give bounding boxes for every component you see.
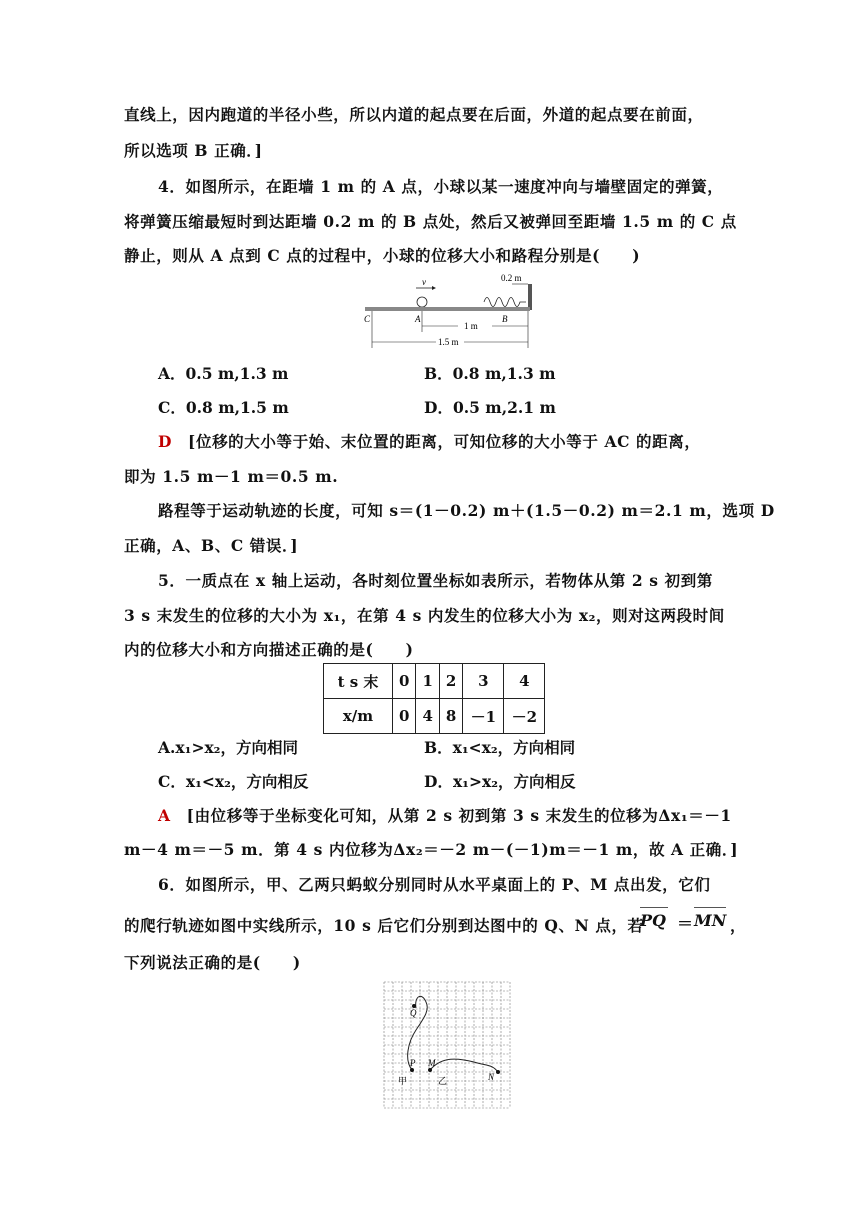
q5-table-cell: 1: [416, 664, 439, 699]
q5-table-cell: －2: [504, 699, 545, 734]
fig6-jia-label: 甲: [398, 1077, 408, 1087]
q5-answer-text-1: [由位移等于坐标变化可知，从第 2 s 初到第 3 s 末发生的位移为Δx₁＝－1: [186, 806, 732, 825]
fig6-q-label: Q: [410, 1008, 417, 1018]
q5-table-row-time: [324, 664, 545, 699]
q5-table-cell: 2: [439, 664, 462, 699]
q5-option-c: C．x₁<x₂，方向相反: [158, 772, 309, 791]
q6-comma: ，: [730, 916, 747, 935]
q5-option-d: D．x₁>x₂，方向相反: [424, 772, 576, 791]
q4-answer-line-4: 正确，A、B、C 错误．]: [124, 536, 299, 555]
q5-table-cell: 4: [416, 699, 439, 734]
q5-text-1: 5．一质点在 x 轴上运动，各时刻位置坐标如表所示，若物体从第 2 s 初到第: [158, 571, 713, 590]
q5-answer-line-2: m－4 m＝－5 m．第 4 s 内位移为Δx₂＝－2 m－(－1)m＝－1 m，故 A 正确．]: [124, 840, 739, 859]
q5-answer-line-1: [158, 804, 732, 826]
q4-option-a: A．0.5 m,1.3 m: [158, 364, 289, 383]
q5-option-a: A.x₁>x₂，方向相同: [158, 738, 298, 757]
q5-text-2: 3 s 末发生的位移的大小为 x₁，在第 4 s 内发生的位移大小为 x₂，则对这两段时间: [124, 606, 725, 625]
fig4-v-label: v: [422, 277, 426, 287]
q4-option-b: B．0.8 m,1.3 m: [424, 364, 556, 383]
q6-figure: [382, 980, 514, 1110]
fig6-p-label: P: [410, 1058, 416, 1068]
line-1: 直线上，因内跑道的半径小些，所以内道的起点要在后面，外道的起点要在前面，: [124, 105, 704, 124]
fig4-dist-02: 0.2 m: [501, 273, 522, 283]
q5-table-cell: 0: [393, 664, 416, 699]
q6-text-3: 下列说法正确的是( ): [124, 953, 301, 972]
p-point: [410, 1068, 414, 1072]
fig4-ball: [417, 297, 427, 307]
fig4-dist-15: 1.5 m: [438, 337, 459, 347]
q4-figure: [360, 270, 540, 350]
q4-answer-line-2: 即为 1.5 m－1 m＝0.5 m.: [124, 467, 339, 486]
fig6-yi-label: 乙: [438, 1077, 448, 1087]
q6-pq-bar: [640, 907, 668, 908]
q5-table-cell: 0: [393, 699, 416, 734]
m-point: [428, 1068, 432, 1072]
fig4-dist-1: 1 m: [464, 321, 478, 331]
fig4-wall: [528, 284, 532, 310]
q6-equals: ＝: [677, 914, 694, 933]
q5-option-b: B．x₁<x₂，方向相同: [424, 738, 576, 757]
q4-answer-line-3: 路程等于运动轨迹的长度，可知 s＝(1－0.2) m＋(1.5－0.2) m＝2.1 m，选项 D: [158, 501, 775, 520]
q4-text-3: 静止，则从 A 点到 C 点的过程中，小球的位移大小和路程分别是( ): [124, 246, 641, 265]
q5-text-3: 内的位移大小和方向描述正确的是( ): [124, 640, 414, 659]
fig4-c-label: C: [364, 314, 371, 324]
ant-yi-trajectory: [430, 1059, 498, 1072]
fig6-m-label: M: [428, 1058, 436, 1068]
n-point: [496, 1070, 500, 1074]
q4-answer-letter: D: [158, 432, 173, 451]
q4-option-c: C．0.8 m,1.5 m: [158, 398, 289, 417]
fig4-a-label: A: [415, 314, 421, 324]
q6-text-2: 的爬行轨迹如图中实线所示，10 s 后它们分别到达图中的 Q、N 点，若: [124, 916, 644, 935]
fig4-ground: [365, 307, 530, 311]
q5-table: [323, 663, 545, 734]
q4-text-1: 4．如图所示，在距墙 1 m 的 A 点，小球以某一速度冲向与墙壁固定的弹簧，: [158, 177, 724, 196]
fig6-n-label: N: [488, 1072, 495, 1082]
q5-table-row-position: [324, 699, 545, 734]
fig4-b-label: B: [502, 314, 508, 324]
q4-text-2: 将弹簧压缩最短时到达距墙 0.2 m 的 B 点处，然后又被弹回至距墙 1.5 m 的 C 点: [124, 212, 737, 231]
q5-table-cell: 4: [504, 664, 545, 699]
q4-answer-text-1: [位移的大小等于始、末位置的距离，可知位移的大小等于 AC 的距离，: [188, 432, 701, 451]
q5-table-cell: 3: [463, 664, 504, 699]
line-2: 所以选项 B 正确．]: [124, 141, 263, 160]
q5-answer-letter: A: [158, 806, 171, 825]
q5-table-cell: x/m: [324, 699, 393, 734]
q6-pq: PQ: [640, 911, 666, 930]
q6-mn-bar: [694, 907, 726, 908]
q4-option-d: D．0.5 m,2.1 m: [424, 398, 556, 417]
q6-mn: MN: [694, 911, 727, 930]
q5-table-cell: －1: [463, 699, 504, 734]
q5-table-cell: 8: [439, 699, 462, 734]
q5-table-cell: t s 末: [324, 664, 393, 699]
fig4-spring: [484, 298, 526, 307]
q4-answer-line-1: [158, 430, 700, 452]
q6-text-1: 6．如图所示，甲、乙两只蚂蚁分别同时从水平桌面上的 P、M 点出发，它们: [158, 875, 711, 894]
